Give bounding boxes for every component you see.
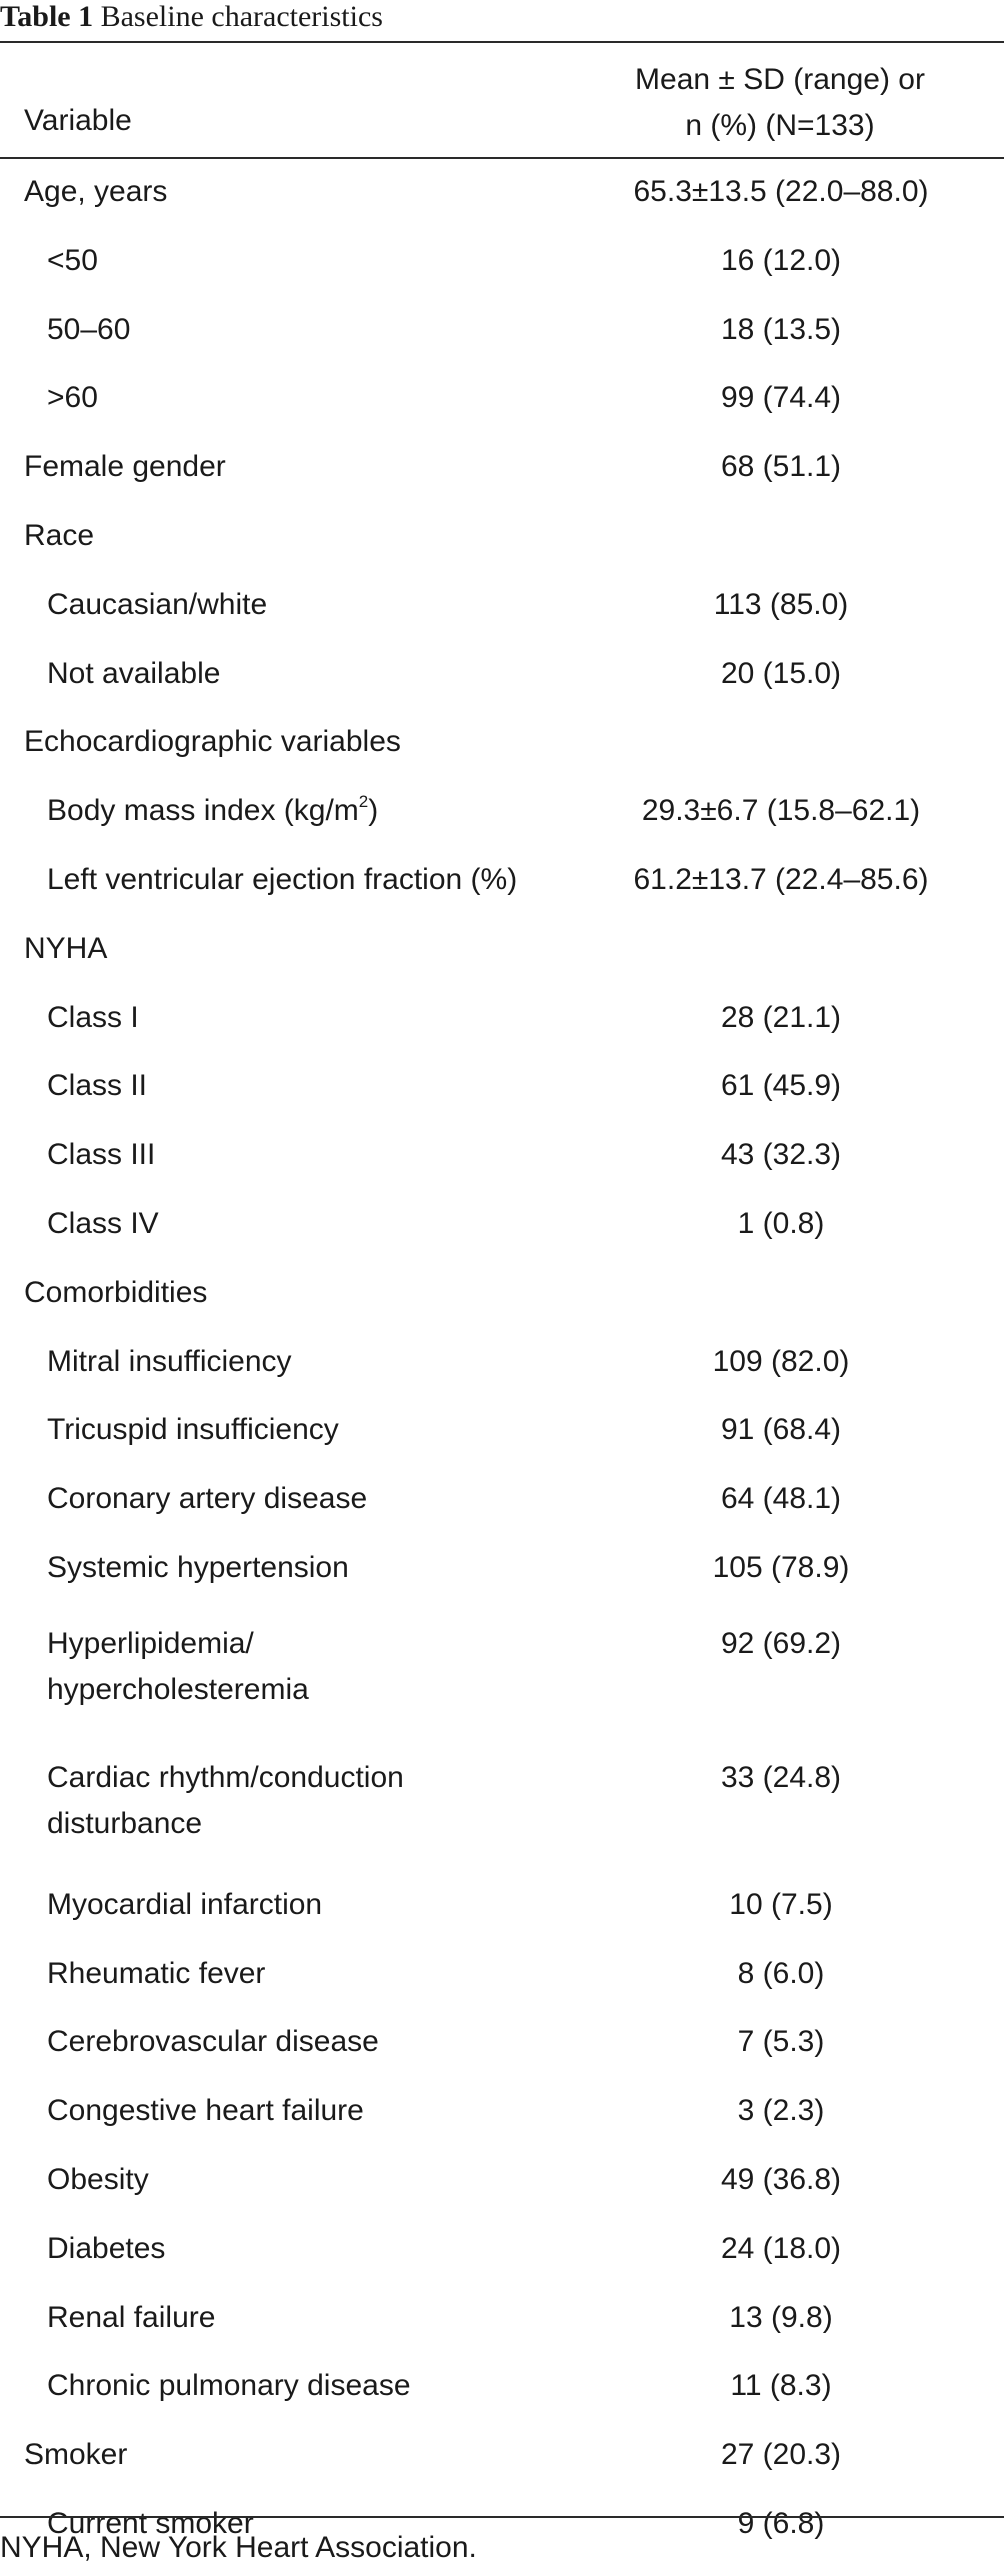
table-row [0, 2352, 1004, 2421]
row-label-text: Left ventricular ejection fraction (%) [47, 862, 518, 896]
row-label-text: Myocardial infarction [47, 1887, 323, 1921]
table-row [0, 915, 1004, 984]
table-row [0, 502, 1004, 571]
row-label [24, 1270, 584, 1316]
row-label [47, 2226, 607, 2272]
table-row [0, 1737, 1004, 1871]
row-label [47, 788, 607, 834]
row-value: 68 (51.1) [720, 450, 842, 484]
table-row [0, 1871, 1004, 1940]
row-value: 113 (85.0) [713, 587, 849, 621]
table-row [0, 158, 1004, 227]
row-value: 65.3±13.5 (22.0–88.0) [633, 175, 929, 208]
row-value: 61 (45.9) [720, 1069, 842, 1103]
row-label-text: >60 [47, 381, 98, 415]
row-value: 27 (20.3) [720, 2438, 842, 2472]
row-label-text: Renal failure [47, 2300, 216, 2334]
table-row [0, 227, 1004, 296]
row-value: 8 (6.0) [737, 1956, 825, 1990]
row-value: 105 (78.9) [712, 1550, 850, 1584]
row-label [47, 1339, 607, 1385]
row-label-text: Cardiac rhythm/conduction [47, 1760, 404, 1794]
row-label-suffix: ) [368, 794, 379, 828]
header-statistic-line1: Mean ± SD (range) or [635, 63, 925, 96]
row-label-text: Tricuspid insufficiency [47, 1413, 339, 1447]
row-label-text: Class IV [47, 1206, 159, 1240]
row-label-text: Not available [47, 656, 221, 690]
row-label [47, 1476, 607, 1522]
row-label-text: <50 [47, 243, 98, 277]
table-row [0, 2215, 1004, 2284]
row-value: 13 (9.8) [729, 2300, 833, 2334]
row-label [47, 857, 607, 903]
row-label-text: Caucasian/white [47, 587, 268, 621]
table-body [0, 158, 1004, 2559]
row-value: 43 (32.3) [720, 1138, 842, 1172]
row-value: 16 (12.0) [720, 243, 842, 277]
row-label [24, 513, 584, 559]
row-label [47, 995, 607, 1041]
row-label-text: Congestive heart failure [47, 2094, 364, 2128]
row-value: 9 (6.8) [737, 2506, 825, 2540]
table-row [0, 2421, 1004, 2490]
row-value: 28 (21.1) [720, 1000, 842, 1034]
row-label [47, 1882, 607, 1928]
row-value: 61.2±13.7 (22.4–85.6) [633, 862, 929, 896]
row-label-text: NYHA [24, 931, 108, 965]
row-label-text: Class I [47, 1000, 139, 1034]
row-label [47, 651, 607, 697]
table-row [0, 1396, 1004, 1465]
row-label [47, 2363, 607, 2409]
row-label-text: Class II [47, 1069, 148, 1103]
row-label-text: Age, years [24, 175, 168, 208]
row-label-text-continued: hypercholesteremia [47, 1672, 309, 1706]
row-label-text: Diabetes [47, 2231, 166, 2265]
row-label-text: Smoker [24, 2438, 128, 2472]
row-label-main: Body mass index (kg/m [47, 794, 359, 828]
table-row [0, 1190, 1004, 1259]
table-row [0, 1328, 1004, 1397]
table-row [0, 2077, 1004, 2146]
table-footnote: NYHA, New York Heart Association. [0, 2531, 477, 2564]
row-label-text: Chronic pulmonary disease [47, 2369, 411, 2403]
row-label [47, 1063, 607, 1109]
row-label [47, 1201, 607, 1247]
table-row [0, 571, 1004, 640]
row-label [47, 1951, 607, 1997]
row-label-text: Mitral insufficiency [47, 1344, 292, 1378]
row-label-text-continued: disturbance [47, 1806, 203, 1840]
row-label-text: Current smoker [47, 2506, 254, 2540]
row-label-text: Class III [47, 1138, 156, 1172]
table-row [0, 1052, 1004, 1121]
row-label [47, 582, 607, 628]
bottom-rule [0, 2516, 1004, 2518]
row-value: 7 (5.3) [737, 2025, 825, 2059]
row-value: 91 (68.4) [720, 1413, 842, 1447]
row-label [24, 2432, 584, 2478]
row-label [47, 1621, 607, 1713]
table-row [0, 1465, 1004, 1534]
table-row [0, 296, 1004, 365]
row-label-text: Race [24, 518, 95, 552]
row-label [47, 2088, 607, 2134]
row-label-text: 50–60 [47, 312, 131, 346]
table-row [0, 2146, 1004, 2215]
row-label-text: Female gender [24, 450, 226, 484]
table-row [0, 1534, 1004, 1603]
table-row [0, 433, 1004, 502]
table-row [0, 1259, 1004, 1328]
table-caption-text: Baseline characteristics [100, 0, 383, 33]
table-row [0, 2284, 1004, 2353]
row-label-superscript: 2 [358, 792, 369, 812]
table-row [0, 1121, 1004, 1190]
row-label-text [47, 788, 607, 834]
header-statistic [600, 57, 960, 149]
row-value: 64 (48.1) [720, 1482, 842, 1516]
row-label-text: Comorbidities [24, 1275, 208, 1309]
row-value: 18 (13.5) [720, 312, 842, 346]
table-row [0, 708, 1004, 777]
table-row [0, 984, 1004, 1053]
table-row [0, 777, 1004, 846]
table-header [0, 43, 1004, 157]
table-row [0, 1603, 1004, 1737]
table-caption-label: Table 1 [0, 0, 94, 33]
row-label [47, 238, 607, 284]
table-row [0, 846, 1004, 915]
row-value: 20 (15.0) [720, 656, 842, 690]
row-label [47, 1407, 607, 1453]
row-value: 92 (69.2) [720, 1626, 842, 1660]
row-label [47, 2019, 607, 2065]
row-label-text: Cerebrovascular disease [47, 2025, 379, 2059]
row-label [47, 2295, 607, 2341]
row-label-text: Rheumatic fever [47, 1956, 266, 1990]
row-value: 11 (8.3) [730, 2369, 832, 2403]
row-label [24, 719, 584, 765]
row-label-text: Systemic hypertension [47, 1550, 349, 1584]
row-value: 49 (36.8) [720, 2162, 842, 2196]
header-statistic-line2: n (%) (N=133) [685, 109, 875, 142]
row-label-text: Coronary artery disease [47, 1482, 368, 1516]
row-label [24, 169, 584, 215]
row-label-text: Hyperlipidemia/ [47, 1626, 254, 1660]
row-label [24, 926, 584, 972]
row-label [47, 1132, 607, 1178]
row-value: 33 (24.8) [720, 1760, 842, 1794]
table-row [0, 1940, 1004, 2009]
row-value: 3 (2.3) [737, 2094, 825, 2128]
row-value: 10 (7.5) [729, 1887, 833, 1921]
row-label [47, 2157, 607, 2203]
row-label [24, 444, 584, 490]
table-caption [0, 0, 383, 38]
row-value: 1 (0.8) [737, 1206, 825, 1240]
table-row [0, 364, 1004, 433]
table-row [0, 2008, 1004, 2077]
header-variable: Variable [24, 104, 132, 137]
row-value: 109 (82.0) [712, 1344, 850, 1378]
row-label [47, 1755, 607, 1847]
row-label-text: Echocardiographic variables [24, 725, 401, 759]
row-label [47, 375, 607, 421]
row-value: 24 (18.0) [720, 2231, 842, 2265]
row-label [47, 307, 607, 353]
table-row [0, 640, 1004, 709]
row-value: 29.3±6.7 (15.8–62.1) [641, 794, 921, 828]
row-label-text: Obesity [47, 2162, 149, 2196]
row-value: 99 (74.4) [720, 381, 842, 415]
row-label [47, 1545, 607, 1591]
